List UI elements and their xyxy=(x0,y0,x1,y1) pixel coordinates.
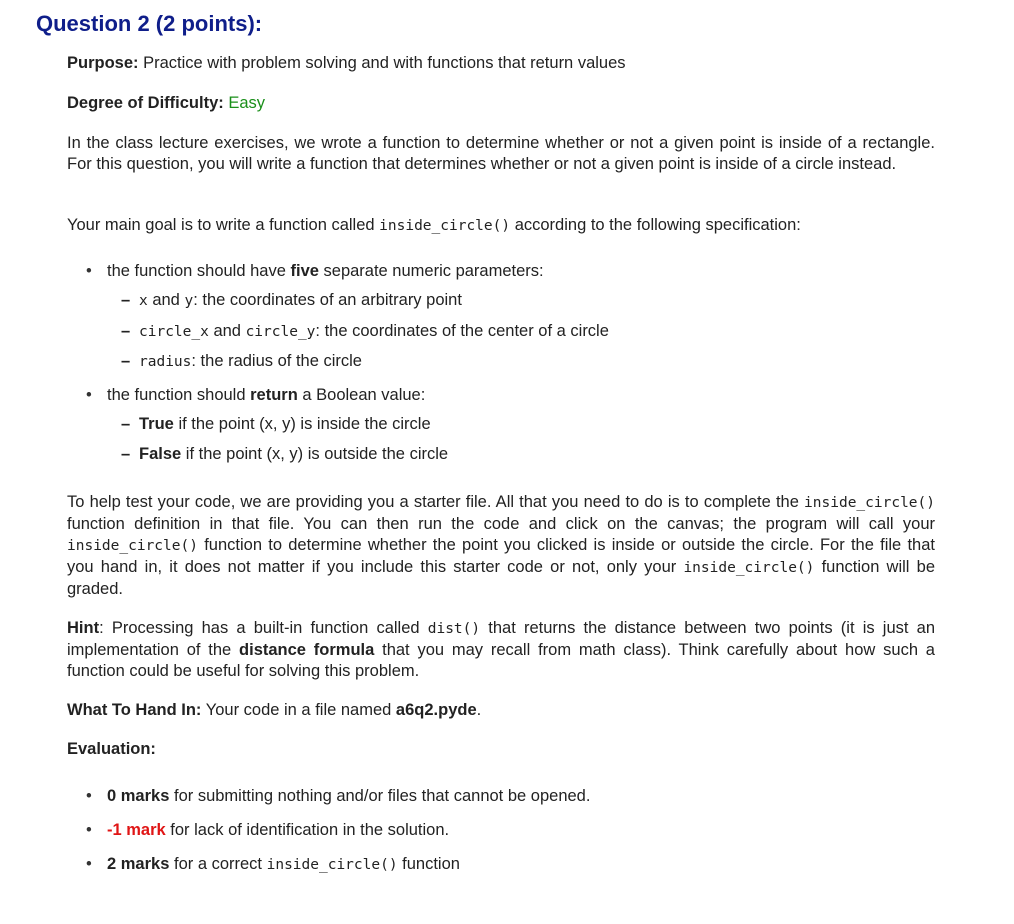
return-false-bold: False xyxy=(139,445,182,463)
evaluation-code: inside_circle() xyxy=(266,857,398,873)
intro-paragraph: In the class lecture exercises, we wrote a function to determine whether or not a given point is inside of a rectangle. For this question, you will write a function that determines whether or not a given point is inside of a circle instead. xyxy=(67,134,935,173)
starter-text-1: To help test your code, we are providing you a starter file. All that you need to do is to complete the xyxy=(67,493,799,511)
handin xyxy=(67,700,935,721)
dash-icon: – xyxy=(121,445,131,463)
bullet-icon: • xyxy=(86,386,92,404)
param-y-code: y xyxy=(184,293,194,309)
evaluation-post: function xyxy=(402,855,460,873)
handin-label: What To Hand In: xyxy=(67,701,202,719)
handin-period: . xyxy=(476,701,482,719)
question-title: Question 2 (2 points): xyxy=(36,11,263,36)
goal-post: according to the following specification: xyxy=(514,216,801,234)
evaluation-text: for a correct xyxy=(173,855,263,873)
starter-text-4: function will be graded. xyxy=(67,558,935,598)
param-x-code: x xyxy=(139,293,148,309)
param-radius-code: radius xyxy=(139,354,192,370)
param-xy xyxy=(121,290,462,312)
starter-text-3: function to determine whether the point you clicked is inside or outside the circle. For the file that you hand in, it does not matter if you include this starter code or not, only your xyxy=(67,536,935,576)
bullet-icon: • xyxy=(86,262,92,280)
dash-icon: – xyxy=(121,415,131,433)
difficulty-label: Degree of Difficulty: xyxy=(67,94,224,112)
return-bold: return xyxy=(250,386,298,404)
hint-label: Hint xyxy=(67,619,100,637)
evaluation-marks-penalty: -1 mark xyxy=(107,821,166,839)
starter-code-1: inside_circle() xyxy=(804,495,935,511)
return-post: a Boolean value: xyxy=(302,386,426,404)
hint-text-1: : Processing has a built-in function called xyxy=(99,619,420,637)
hint-code: dist() xyxy=(427,621,481,637)
purpose xyxy=(67,53,935,74)
param-and: and xyxy=(213,322,241,340)
starter-code-3: inside_circle() xyxy=(683,560,815,576)
param-circle-y-code: circle_y xyxy=(245,324,316,340)
difficulty xyxy=(67,93,935,114)
starter-code-2: inside_circle() xyxy=(67,538,198,554)
bullet-icon: • xyxy=(86,821,92,839)
bullet-icon: • xyxy=(86,855,92,873)
evaluation-text: for lack of identification in the solution. xyxy=(170,821,450,839)
param-radius-text: : the radius of the circle xyxy=(191,352,362,370)
params-bold: five xyxy=(290,262,319,280)
dash-icon: – xyxy=(121,322,131,340)
hint-text-2: that returns the distance between two points (it is just an implementation of the xyxy=(67,619,935,659)
evaluation-text: for submitting nothing and/or files that cannot be opened. xyxy=(173,787,591,805)
return-true-bold: True xyxy=(139,415,174,433)
goal-function-code: inside_circle() xyxy=(379,218,511,234)
evaluation-marks: 2 marks xyxy=(107,855,170,873)
return-true-text: if the point (x, y) is inside the circle xyxy=(178,415,431,433)
return-false-text: if the point (x, y) is outside the circle xyxy=(185,445,449,463)
params-pre: the function should have xyxy=(107,262,286,280)
param-circle-x-code: circle_x xyxy=(139,324,209,340)
difficulty-value: Easy xyxy=(228,94,266,112)
dash-icon: – xyxy=(121,291,131,309)
bullet-icon: • xyxy=(86,787,92,805)
return-true xyxy=(121,414,431,435)
evaluation-label: Evaluation: xyxy=(67,740,156,758)
param-and: and xyxy=(152,291,180,309)
hint-bold: distance formula xyxy=(239,641,375,659)
return-pre: the function should xyxy=(107,386,246,404)
dash-icon: – xyxy=(121,352,131,370)
evaluation-marks: 0 marks xyxy=(107,787,170,805)
purpose-text: Practice with problem solving and with functions that return values xyxy=(143,54,626,72)
param-circle-xy xyxy=(121,321,609,343)
return-false xyxy=(121,444,448,465)
handin-text: Your code in a file named xyxy=(205,701,392,719)
purpose-label: Purpose: xyxy=(67,54,139,72)
param-xy-text: : the coordinates of an arbitrary point xyxy=(193,291,462,309)
param-circle-text: : the coordinates of the center of a circle xyxy=(315,322,609,340)
handin-file: a6q2.pyde xyxy=(395,701,477,719)
goal-paragraph xyxy=(67,215,935,237)
param-radius xyxy=(121,351,362,373)
starter-paragraph xyxy=(67,492,935,600)
starter-text-2: function definition in that file. You can then run the code and click on the canvas; the program will call your xyxy=(67,515,935,533)
goal-pre: Your main goal is to write a function called xyxy=(67,216,375,234)
hint-paragraph xyxy=(67,618,935,682)
hint-text-3: that you may recall from math class). Think carefully about how such a function could be useful for solving this problem. xyxy=(67,641,935,680)
params-post: separate numeric parameters: xyxy=(323,262,544,280)
